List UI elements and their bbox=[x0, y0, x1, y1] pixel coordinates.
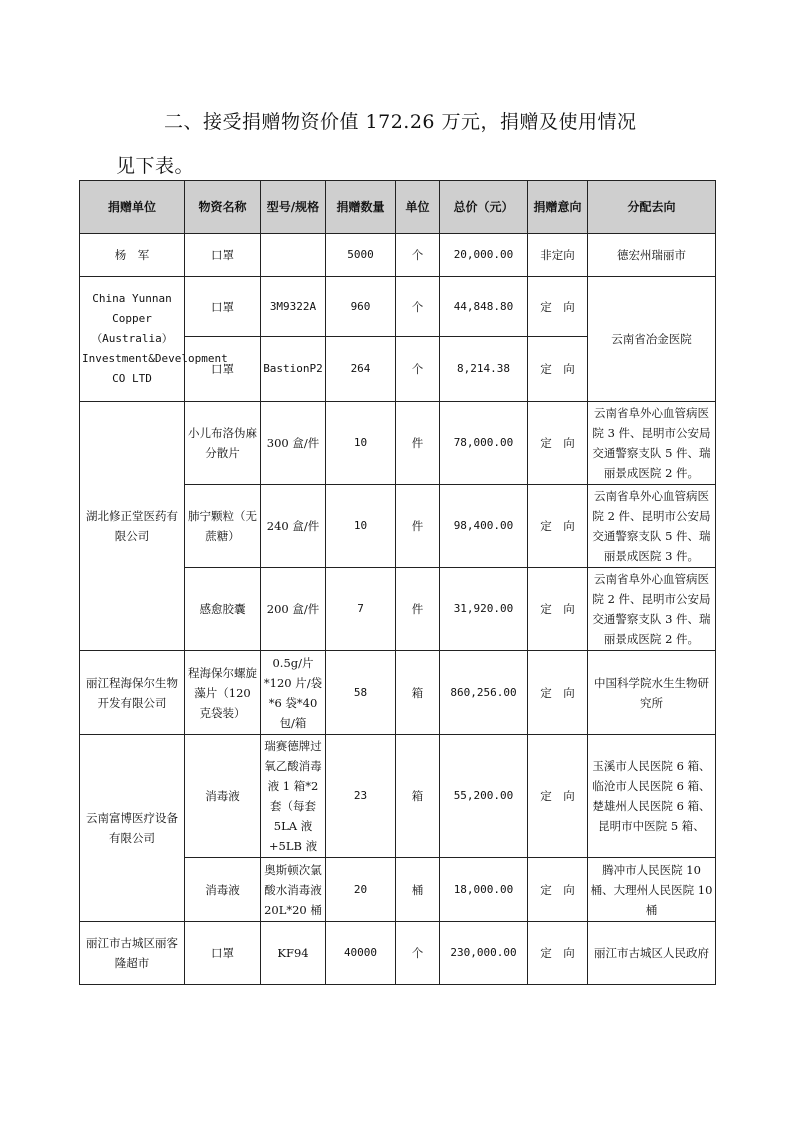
spec-cell: 300 盒/件 bbox=[261, 402, 326, 485]
spec-cell: 240 盒/件 bbox=[261, 485, 326, 568]
dest-cell: 德宏州瑞丽市 bbox=[588, 234, 716, 277]
intent-cell: 定 向 bbox=[528, 277, 588, 337]
qty-cell: 264 bbox=[326, 337, 396, 402]
total-cell: 44,848.80 bbox=[440, 277, 528, 337]
table-row bbox=[80, 277, 716, 337]
intent-cell: 定 向 bbox=[528, 568, 588, 651]
qty-cell: 58 bbox=[326, 651, 396, 735]
unit-cell: 个 bbox=[396, 277, 440, 337]
item-cell: 消毒液 bbox=[185, 735, 261, 858]
table-row bbox=[80, 651, 716, 735]
total-cell: 860,256.00 bbox=[440, 651, 528, 735]
table-row bbox=[80, 234, 716, 277]
qty-cell: 20 bbox=[326, 858, 396, 922]
intent-cell: 非定向 bbox=[528, 234, 588, 277]
item-cell: 程海保尔螺旋藻片（120 克袋装） bbox=[185, 651, 261, 735]
intent-cell: 定 向 bbox=[528, 485, 588, 568]
unit-cell: 箱 bbox=[396, 735, 440, 858]
qty-cell: 10 bbox=[326, 485, 396, 568]
item-cell: 消毒液 bbox=[185, 858, 261, 922]
donor-cell: 云南富博医疗设备有限公司 bbox=[80, 735, 185, 922]
table-header-row bbox=[80, 181, 716, 234]
dest-cell: 云南省冶金医院 bbox=[588, 277, 716, 402]
donor-cell: 杨 军 bbox=[80, 234, 185, 277]
intent-cell: 定 向 bbox=[528, 402, 588, 485]
dest-cell: 中国科学院水生生物研究所 bbox=[588, 651, 716, 735]
intent-cell: 定 向 bbox=[528, 735, 588, 858]
total-cell: 230,000.00 bbox=[440, 922, 528, 985]
donor-cell: 丽江市古城区丽客隆超市 bbox=[80, 922, 185, 985]
qty-cell: 5000 bbox=[326, 234, 396, 277]
dest-cell: 玉溪市人民医院 6 箱、临沧市人民医院 6 箱、楚雄州人民医院 6 箱、昆明市中医院 5 箱、 bbox=[588, 735, 716, 858]
spec-cell: 0.5g/片 *120 片/袋 *6 袋*40 包/箱 bbox=[261, 651, 326, 735]
dest-cell: 云南省阜外心血管病医院 2 件、昆明市公安局交通警察支队 3 件、瑞丽景成医院 2 件。 bbox=[588, 568, 716, 651]
dest-cell: 丽江市古城区人民政府 bbox=[588, 922, 716, 985]
spec-cell: 奥斯顿次氯酸水消毒液 20L*20 桶 bbox=[261, 858, 326, 922]
section-heading bbox=[116, 100, 716, 188]
spec-cell: KF94 bbox=[261, 922, 326, 985]
donations-table bbox=[79, 180, 716, 985]
donor-cell: 湖北修正堂医药有限公司 bbox=[80, 402, 185, 651]
column-header: 型号/规格 bbox=[261, 181, 326, 234]
total-cell: 55,200.00 bbox=[440, 735, 528, 858]
total-cell: 98,400.00 bbox=[440, 485, 528, 568]
item-cell: 口罩 bbox=[185, 922, 261, 985]
table-row bbox=[80, 735, 716, 858]
unit-cell: 个 bbox=[396, 922, 440, 985]
unit-cell: 件 bbox=[396, 402, 440, 485]
unit-cell: 桶 bbox=[396, 858, 440, 922]
qty-cell: 7 bbox=[326, 568, 396, 651]
total-cell: 8,214.38 bbox=[440, 337, 528, 402]
item-cell: 感愈胶囊 bbox=[185, 568, 261, 651]
spec-cell: 3M9322A bbox=[261, 277, 326, 337]
spec-cell: 200 盒/件 bbox=[261, 568, 326, 651]
unit-cell: 件 bbox=[396, 568, 440, 651]
item-cell: 小儿布洛伪麻分散片 bbox=[185, 402, 261, 485]
item-cell: 口罩 bbox=[185, 337, 261, 402]
intent-cell: 定 向 bbox=[528, 858, 588, 922]
qty-cell: 960 bbox=[326, 277, 396, 337]
total-cell: 18,000.00 bbox=[440, 858, 528, 922]
column-header: 捐赠单位 bbox=[80, 181, 185, 234]
heading-line-2: 见下表。 bbox=[116, 155, 195, 177]
unit-cell: 个 bbox=[396, 337, 440, 402]
column-header: 捐赠意向 bbox=[528, 181, 588, 234]
column-header: 物资名称 bbox=[185, 181, 261, 234]
qty-cell: 40000 bbox=[326, 922, 396, 985]
item-cell: 口罩 bbox=[185, 234, 261, 277]
item-cell: 肺宁颗粒（无蔗糖） bbox=[185, 485, 261, 568]
column-header: 总价（元） bbox=[440, 181, 528, 234]
spec-cell bbox=[261, 234, 326, 277]
qty-cell: 23 bbox=[326, 735, 396, 858]
column-header: 单位 bbox=[396, 181, 440, 234]
heading-line-1: 二、接受捐赠物资价值 172.26 万元，捐赠及使用情况 bbox=[164, 111, 637, 133]
table-row bbox=[80, 402, 716, 485]
qty-cell: 10 bbox=[326, 402, 396, 485]
column-header: 分配去向 bbox=[588, 181, 716, 234]
table-row bbox=[80, 922, 716, 985]
unit-cell: 件 bbox=[396, 485, 440, 568]
spec-cell: 瑞赛德牌过氧乙酸消毒液 1 箱*2 套（每套 5LA 液+5LB 液 bbox=[261, 735, 326, 858]
item-cell: 口罩 bbox=[185, 277, 261, 337]
intent-cell: 定 向 bbox=[528, 922, 588, 985]
donor-cell: China Yunnan Copper （Australia） Investment&Development CO LTD bbox=[80, 277, 185, 402]
dest-cell: 云南省阜外心血管病医院 2 件、昆明市公安局交通警察支队 5 件、瑞丽景成医院 3 件。 bbox=[588, 485, 716, 568]
total-cell: 31,920.00 bbox=[440, 568, 528, 651]
dest-cell: 云南省阜外心血管病医院 3 件、昆明市公安局交通警察支队 5 件、瑞丽景成医院 2 件。 bbox=[588, 402, 716, 485]
spec-cell: BastionP2 bbox=[261, 337, 326, 402]
intent-cell: 定 向 bbox=[528, 337, 588, 402]
total-cell: 20,000.00 bbox=[440, 234, 528, 277]
intent-cell: 定 向 bbox=[528, 651, 588, 735]
column-header: 捐赠数量 bbox=[326, 181, 396, 234]
unit-cell: 个 bbox=[396, 234, 440, 277]
unit-cell: 箱 bbox=[396, 651, 440, 735]
dest-cell: 腾冲市人民医院 10 桶、大理州人民医院 10 桶 bbox=[588, 858, 716, 922]
total-cell: 78,000.00 bbox=[440, 402, 528, 485]
donor-cell: 丽江程海保尔生物开发有限公司 bbox=[80, 651, 185, 735]
